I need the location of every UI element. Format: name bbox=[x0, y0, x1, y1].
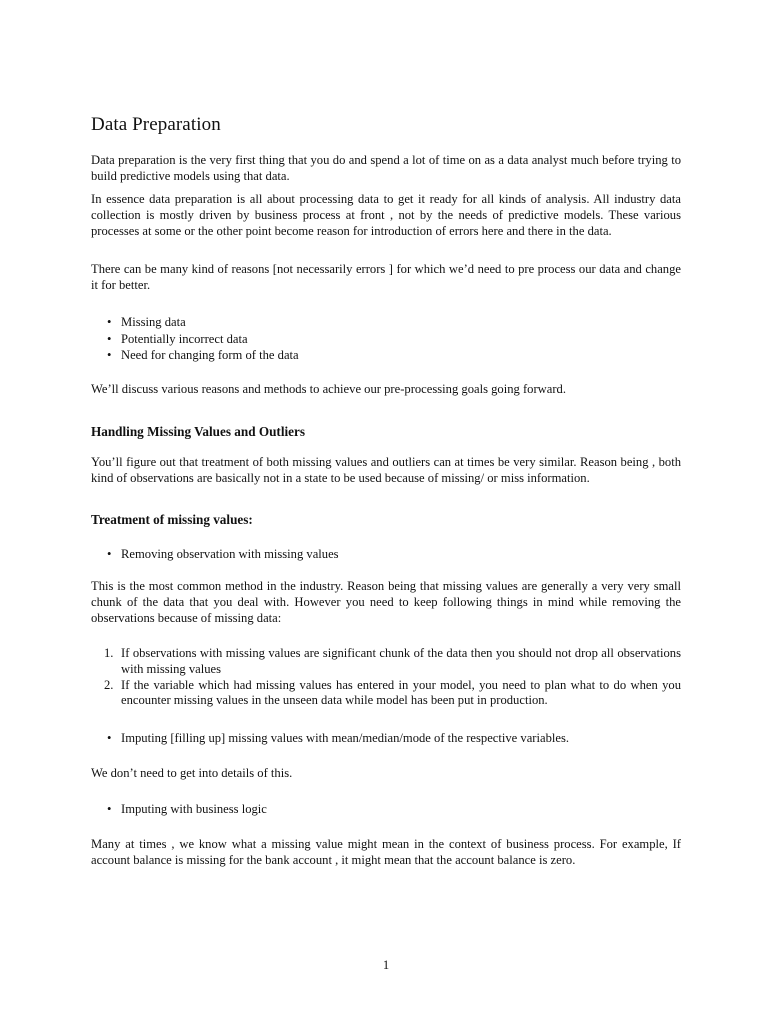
bullet-icon: • bbox=[107, 331, 112, 346]
list-item bbox=[91, 801, 681, 818]
list-item-text: Imputing with business logic bbox=[121, 802, 267, 816]
list-item-text: Missing data bbox=[121, 315, 186, 329]
method-2-list bbox=[91, 730, 681, 747]
intro-paragraph-3: There can be many kind of reasons [not necessarily errors ] for which we’d need to pre process our data and change it for better. bbox=[91, 262, 681, 292]
intro-paragraph-2: In essence data preparation is all about processing data to get it ready for all kinds of analysis. All industry data collection is mostly driven by business process at front , not by the needs of predictive models. These various processes at some or the other point become reason for introduction of errors here and there in the data. bbox=[91, 192, 681, 238]
section-paragraph: You’ll figure out that treatment of both missing values and outliers can at times be very similar. Reason being , both kind of observations are basically not in a state to be used because of missing/ or miss information. bbox=[91, 455, 681, 485]
list-item bbox=[91, 314, 681, 331]
bullet-icon: • bbox=[107, 315, 112, 329]
method-3-list bbox=[91, 801, 681, 818]
subsection-heading: Treatment of missing values: bbox=[91, 512, 253, 527]
list-item-text: If observations with missing values are significant chunk of the data then you should not drop all observations with missing values bbox=[121, 646, 681, 676]
list-item-text: Imputing [filling up] missing values with mean/median/mode of the respective variables. bbox=[121, 731, 570, 745]
method-2-paragraph: We don’t need to get into details of this. bbox=[91, 766, 293, 780]
document-title: Data Preparation bbox=[91, 114, 221, 135]
list-item bbox=[91, 678, 681, 710]
document-page bbox=[91, 0, 681, 1024]
list-item bbox=[91, 646, 681, 678]
list-item-text: Need for changing form of the data bbox=[121, 348, 299, 363]
list-item-number: 2. bbox=[104, 677, 114, 692]
section-heading: Handling Missing Values and Outliers bbox=[91, 424, 305, 439]
list-item-number: 1. bbox=[104, 646, 114, 660]
bullet-icon: • bbox=[107, 802, 112, 816]
method-1-paragraph: This is the most common method in the industry. Reason being that missing values are generally a very very small chunk of the data that you deal with. However you need to keep following things in mind while removing the observations because of missing data: bbox=[91, 579, 681, 625]
considerations-list bbox=[91, 646, 681, 709]
method-1-list bbox=[91, 546, 681, 563]
list-item bbox=[91, 546, 681, 563]
method-3-paragraph: Many at times , we know what a missing value might mean in the context of business process. For example, If account balance is missing for the bank account , it might mean that the account balance is zero. bbox=[91, 837, 681, 867]
discuss-paragraph: We’ll discuss various reasons and methods to achieve our pre-processing goals going forward. bbox=[91, 382, 566, 396]
list-item-text: If the variable which had missing values has entered in your model, you need to plan what to do when you encounter missing values in the unseen data while model has been put in production. bbox=[121, 677, 681, 708]
list-item bbox=[91, 347, 681, 364]
page-number: 1 bbox=[382, 958, 390, 972]
bullet-icon: • bbox=[107, 731, 112, 745]
intro-paragraph-1: Data preparation is the very first thing that you do and spend a lot of time on as a data analyst much before trying to build predictive models using that data. bbox=[91, 153, 681, 183]
reasons-list bbox=[91, 314, 681, 364]
list-item-text: Potentially incorrect data bbox=[121, 331, 248, 346]
list-item bbox=[91, 730, 681, 747]
bullet-icon: • bbox=[107, 547, 112, 561]
list-item-text: Removing observation with missing values bbox=[121, 547, 339, 561]
list-item bbox=[91, 331, 681, 348]
bullet-icon: • bbox=[107, 348, 112, 363]
